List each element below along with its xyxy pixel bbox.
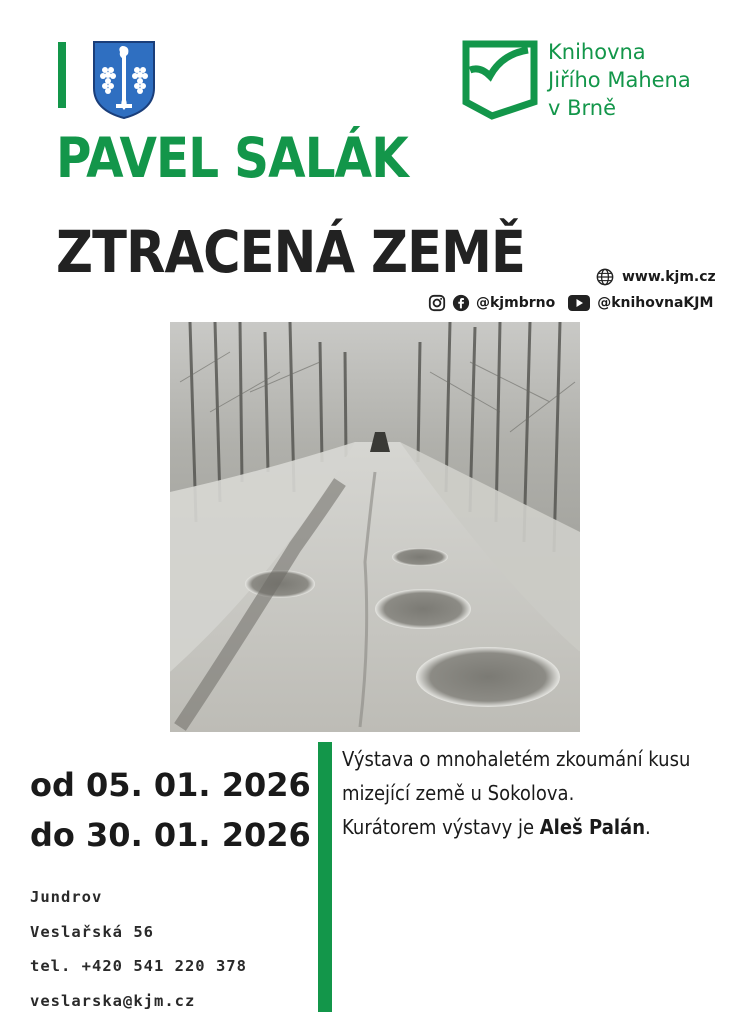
exhibition-description — [342, 742, 702, 844]
exhibition-title: ZTRACENÁ ZEMĚ — [56, 218, 525, 286]
top-accent-bar — [58, 42, 66, 108]
exhibition-dates — [30, 760, 311, 860]
exhibition-photo — [170, 322, 580, 732]
branch-street: Veslařská 56 — [30, 915, 247, 950]
library-name-line-2: Jiřího Mahena — [548, 66, 691, 94]
branch-email[interactable]: veslarska@kjm.cz — [30, 984, 247, 1018]
curator-prefix: Kurátorem výstavy je — [342, 815, 540, 839]
branch-address — [30, 880, 247, 1018]
library-name-line-3: v Brně — [548, 94, 691, 122]
instagram-icon[interactable] — [428, 294, 446, 312]
branch-phone[interactable]: tel. +420 541 220 378 — [30, 949, 247, 984]
branch-name: Jundrov — [30, 880, 247, 915]
author-name: PAVEL SALÁK — [56, 126, 408, 190]
description-line-3 — [342, 810, 702, 844]
youtube-handle[interactable]: @knihovnaKJM — [597, 295, 713, 311]
kjm-logo-icon — [462, 40, 538, 120]
library-name-line-1: Knihovna — [548, 38, 691, 66]
date-to: do 30. 01. 2026 — [30, 810, 311, 860]
description-line-1: Výstava o mnohaletém zkoumání kusu — [342, 742, 702, 776]
globe-icon — [596, 268, 614, 286]
social-row — [428, 294, 713, 312]
description-line-2: mizející země u Sokolova. — [342, 776, 702, 810]
facebook-icon[interactable] — [452, 294, 470, 312]
curator-name: Aleš Palán — [540, 815, 645, 839]
city-crest-icon — [92, 40, 156, 120]
date-from: od 05. 01. 2026 — [30, 760, 311, 810]
website-row[interactable] — [596, 268, 716, 286]
curator-suffix: . — [645, 815, 651, 839]
website-link[interactable]: www.kjm.cz — [622, 269, 716, 285]
bottom-accent-bar — [318, 742, 332, 1012]
social-handle[interactable]: @kjmbrno — [476, 295, 555, 311]
library-name — [548, 38, 691, 122]
youtube-icon[interactable] — [567, 294, 591, 312]
